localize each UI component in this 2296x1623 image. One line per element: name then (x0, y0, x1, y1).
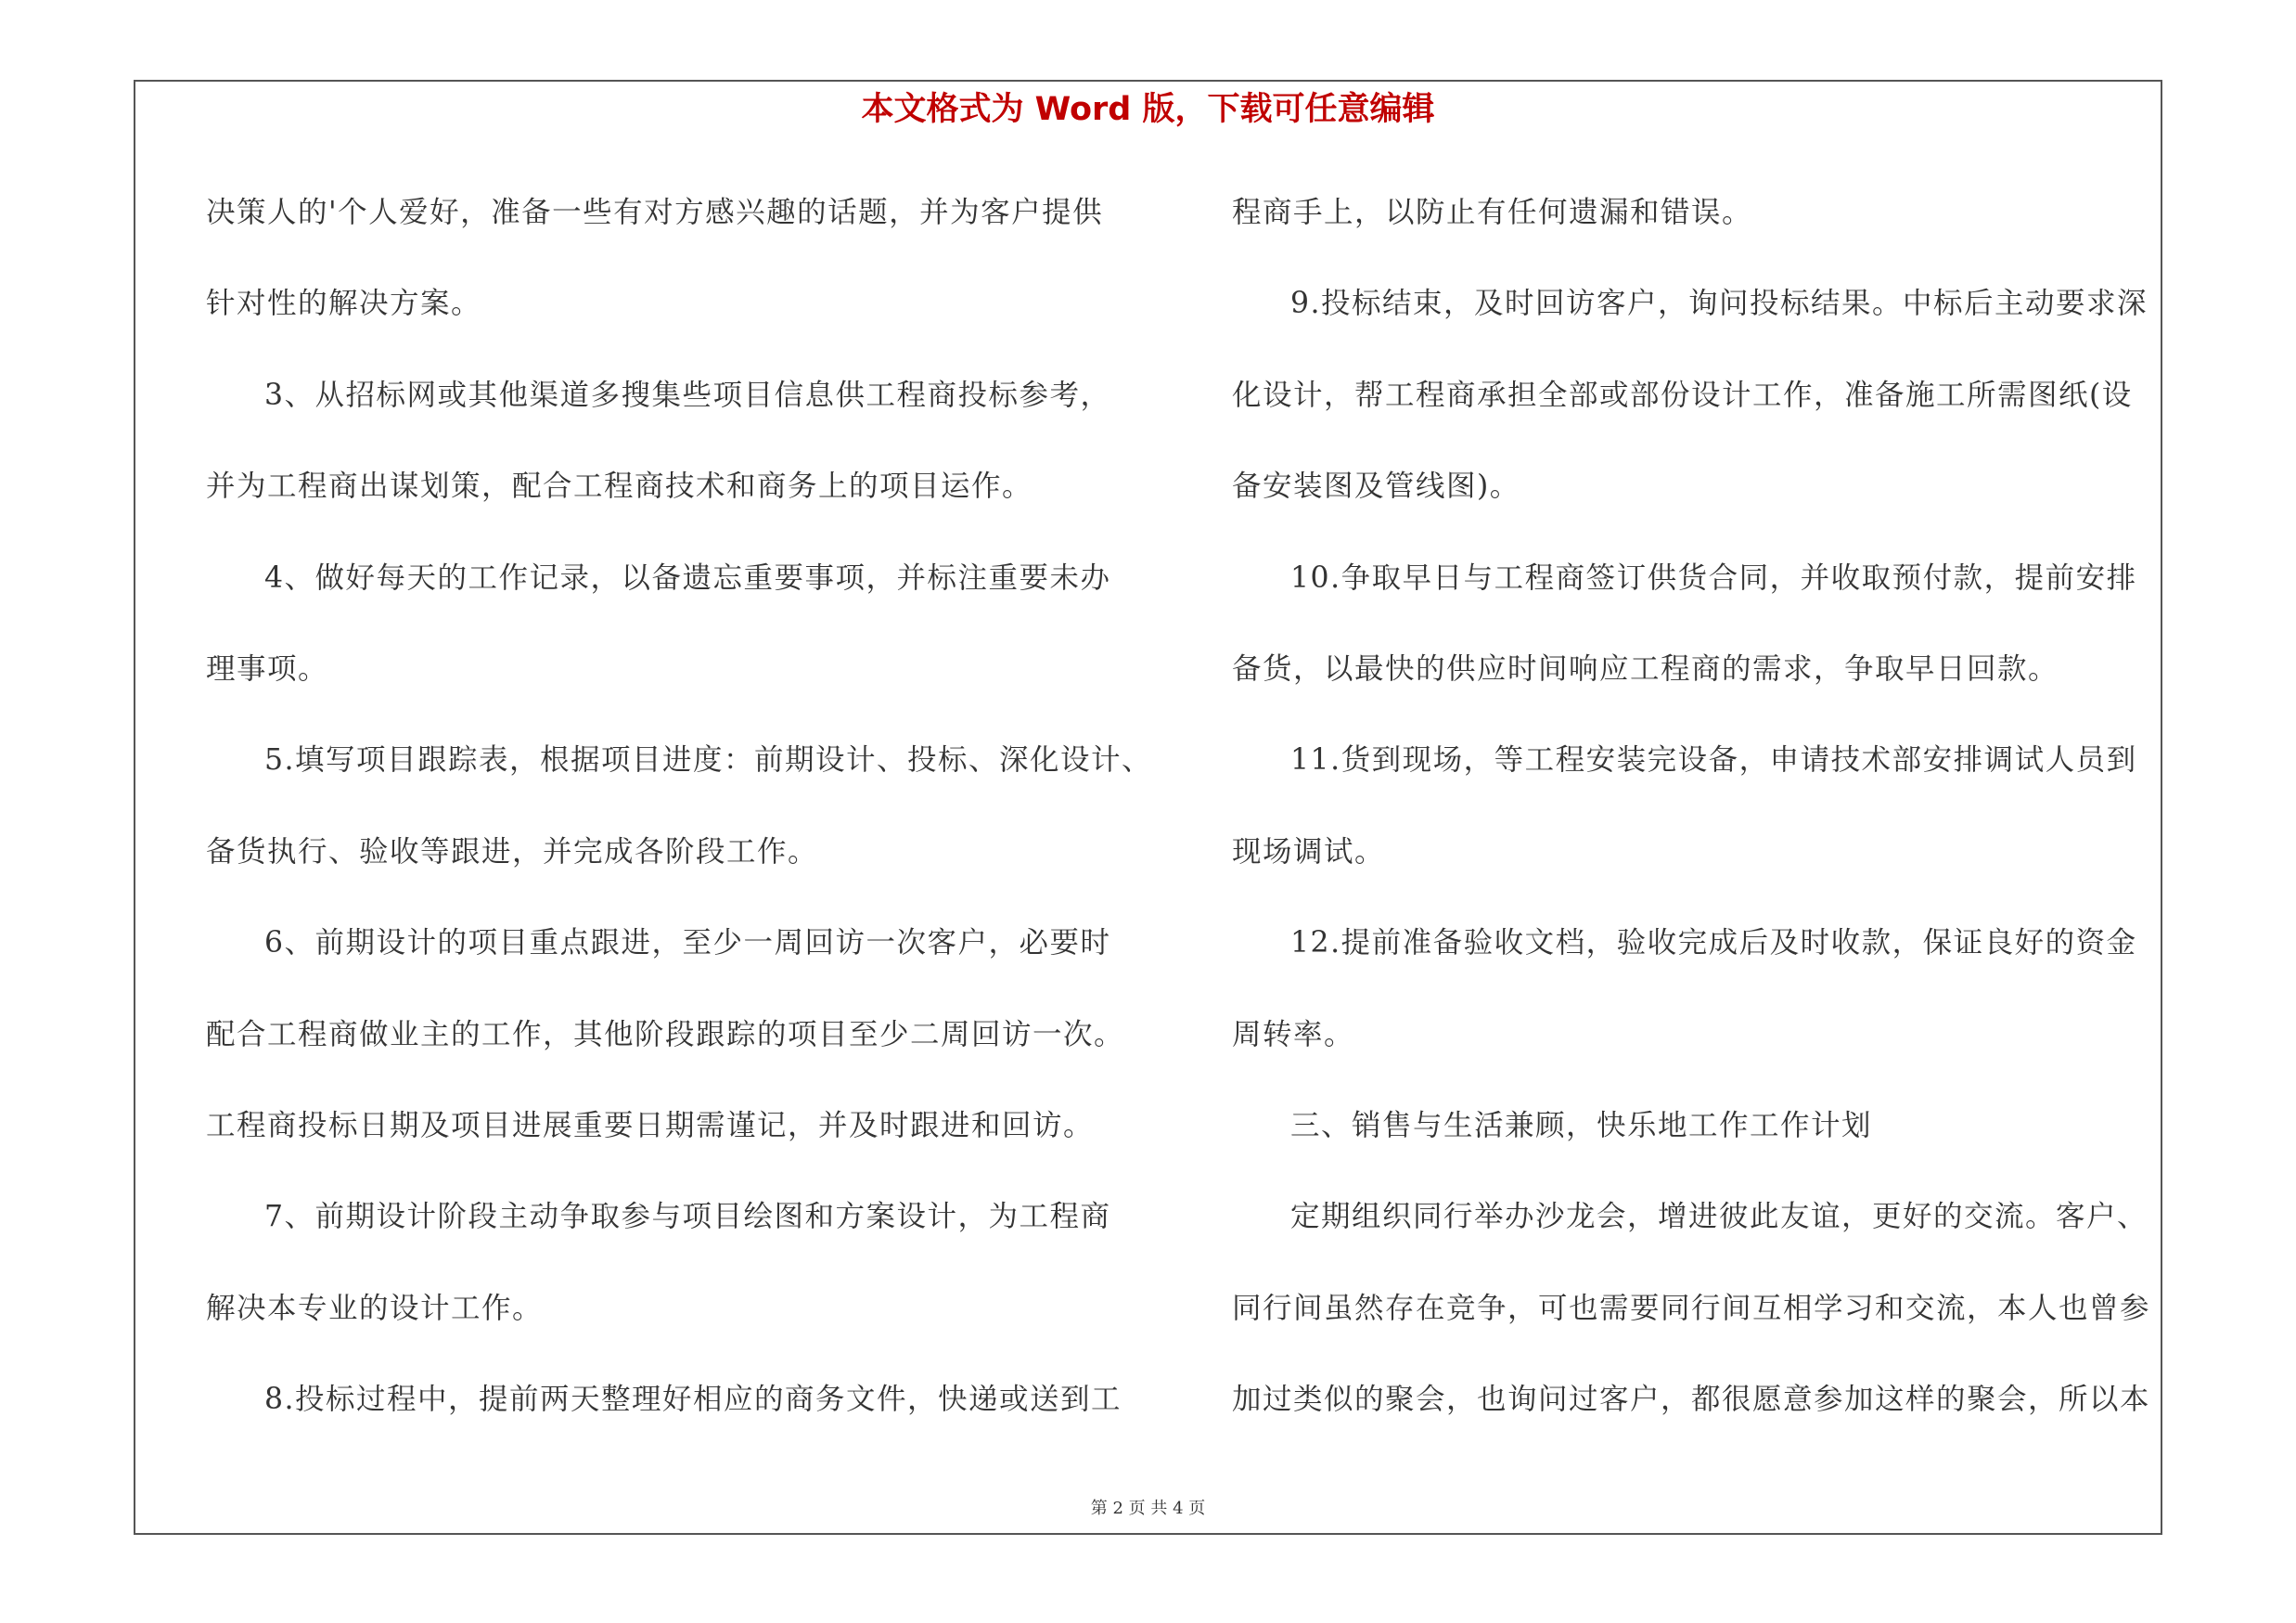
text-line: 5.填写项目跟踪表，根据项目进度：前期设计、投标、深化设计、 (264, 743, 1153, 778)
section-heading: 三、销售与生活兼顾，快乐地工作工作计划 (1290, 1108, 1873, 1142)
text-line: 同行间虽然存在竞争，可也需要同行间互相学习和交流，本人也曾参 (1232, 1291, 2151, 1325)
format-banner: 本文格式为 Word 版，下载可任意编辑 (861, 91, 1435, 128)
text-line: 加过类似的聚会，也询问过客户，都很愿意参加这样的聚会，所以本 (1232, 1383, 2151, 1417)
text-line: 理事项。 (206, 651, 329, 686)
text-line: 决策人的'个人爱好，准备一些有对方感兴趣的话题，并为客户提供 (206, 196, 1104, 229)
text-line: 配合工程商做业主的工作，其他阶段跟踪的项目至少二周回访一次。 (206, 1017, 1125, 1051)
text-line: 现场调试。 (1232, 834, 1386, 869)
text-line: 程商手上，以防止有任何遗漏和错误。 (1232, 196, 1753, 229)
text-line: 定期组织同行举办沙龙会，增进彼此友谊，更好的交流。客户、 (1290, 1200, 2148, 1234)
text-line: 7、前期设计阶段主动争取参与项目绘图和方案设计，为工程商 (264, 1200, 1111, 1234)
text-line: 解决本专业的设计工作。 (206, 1291, 544, 1325)
text-line: 9.投标结束，及时回访客户，询问投标结果。中标后主动要求深 (1290, 287, 2148, 321)
text-line: 备货，以最快的供应时间响应工程商的需求，争取早日回款。 (1232, 651, 2059, 686)
text-line: 3、从招标网或其他渠道多搜集些项目信息供工程商投标参考， (264, 378, 1111, 412)
text-line: 化设计，帮工程商承担全部或部份设计工作，准备施工所需图纸(设 (1232, 378, 2133, 412)
text-line: 针对性的解决方案。 (206, 287, 482, 321)
text-line: 4、做好每天的工作记录，以备遗忘重要事项，并标注重要未办 (264, 560, 1111, 595)
text-line: 6、前期设计的项目重点跟进，至少一周回访一次客户，必要时 (264, 926, 1111, 960)
text-line: 10.争取早日与工程商签订供货合同，并收取预付款，提前安排 (1290, 560, 2137, 595)
text-line: 8.投标过程中，提前两天整理好相应的商务文件，快递或送到工 (264, 1383, 1122, 1417)
left-column (206, 180, 1153, 1458)
page-number: 第 2 页 共 4 页 (1090, 1499, 1206, 1518)
right-column (1232, 180, 2197, 1458)
text-line: 备安装图及管线图)。 (1232, 470, 1520, 504)
text-line: 并为工程商出谋划策，配合工程商技术和商务上的项目运作。 (206, 470, 1033, 504)
text-line: 11.货到现场，等工程安装完设备，申请技术部安排调试人员到 (1290, 743, 2137, 778)
text-line: 备货执行、验收等跟进，并完成各阶段工作。 (206, 834, 819, 869)
text-line: 周转率。 (1232, 1017, 1355, 1051)
text-line: 工程商投标日期及项目进展重要日期需谨记，并及时跟进和回访。 (206, 1108, 1095, 1142)
text-line: 12.提前准备验收文档，验收完成后及时收款，保证良好的资金 (1290, 926, 2137, 960)
